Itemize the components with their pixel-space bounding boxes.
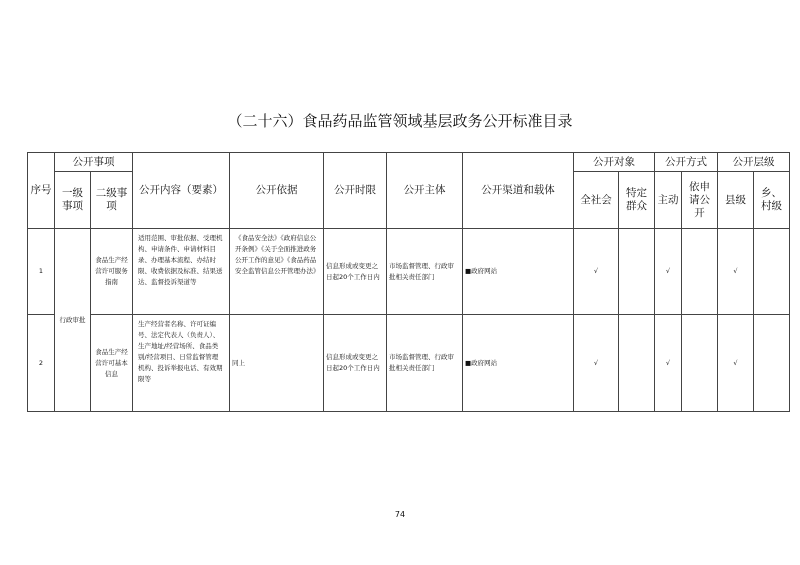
cell-specific-group — [619, 315, 655, 412]
header-all-society: 全社会 — [574, 172, 619, 229]
cell-subject: 市场监督管理、行政审批相关责任部门 — [387, 315, 463, 412]
cell-content: 生产经营者名称、许可证编号、法定代表人（负责人）、生产地址/经营场所、食品类别/经营项目、日常监督管理机构、投诉举报电话、有效期限等 — [133, 315, 230, 412]
table-row — [28, 315, 790, 412]
cell-time-limit: 信息形成或变更之日起20个工作日内 — [324, 229, 387, 315]
header-row-1 — [28, 153, 790, 172]
cell-time-limit: 信息形成或变更之日起20个工作日内 — [324, 315, 387, 412]
cell-basis: 同上 — [230, 315, 324, 412]
header-basis: 公开依据 — [230, 153, 324, 229]
header-time-limit: 公开时限 — [324, 153, 387, 229]
header-target: 公开对象 — [574, 153, 655, 172]
cell-county: √ — [718, 315, 754, 412]
header-channel: 公开渠道和载体 — [463, 153, 574, 229]
header-on-request: 依申请公开 — [682, 172, 718, 229]
cell-channel: ■政府网站 — [463, 315, 574, 412]
cell-seq: 2 — [28, 315, 55, 412]
cell-basis: 《食品安全法》《政府信息公开条例》《关于全面推进政务公开工作的意见》《食品药品安全监管信息公开管理办法》 — [230, 229, 324, 315]
header-level2: 二级事项 — [91, 172, 133, 229]
page-title: （二十六）食品药品监管领域基层政务公开标准目录 — [227, 112, 573, 130]
cell-township — [754, 315, 790, 412]
cell-on-request — [682, 315, 718, 412]
header-content: 公开内容（要素） — [133, 153, 230, 229]
cell-on-request — [682, 229, 718, 315]
header-public-matter: 公开事项 — [55, 153, 133, 172]
header-method: 公开方式 — [655, 153, 718, 172]
cell-level2: 食品生产经营许可服务指南 — [91, 229, 133, 315]
header-specific-group: 特定群众 — [619, 172, 655, 229]
cell-county: √ — [718, 229, 754, 315]
disclosure-table — [27, 152, 790, 412]
cell-level1: 行政审批 — [55, 229, 91, 412]
cell-level2: 食品生产经营许可基本信息 — [91, 315, 133, 412]
cell-content: 适用范围、审批依据、受理机构、申请条件、申请材料目录、办理基本流程、办结时限、收费依据及标准、结果送达、监督投诉渠道等 — [133, 229, 230, 315]
cell-subject: 市场监督管理、行政审批相关责任部门 — [387, 229, 463, 315]
header-county: 县级 — [718, 172, 754, 229]
cell-active: √ — [655, 315, 682, 412]
header-subject: 公开主体 — [387, 153, 463, 229]
cell-specific-group — [619, 229, 655, 315]
table-row — [28, 229, 790, 315]
header-township: 乡、村级 — [754, 172, 790, 229]
page-number: 74 — [394, 510, 406, 519]
cell-township — [754, 229, 790, 315]
cell-active: √ — [655, 229, 682, 315]
cell-all-society: √ — [574, 315, 619, 412]
cell-seq: 1 — [28, 229, 55, 315]
cell-channel: ■政府网站 — [463, 229, 574, 315]
header-level: 公开层级 — [718, 153, 790, 172]
header-level1: 一级事项 — [55, 172, 91, 229]
header-active: 主动 — [655, 172, 682, 229]
header-seq: 序号 — [28, 153, 55, 229]
cell-all-society: √ — [574, 229, 619, 315]
